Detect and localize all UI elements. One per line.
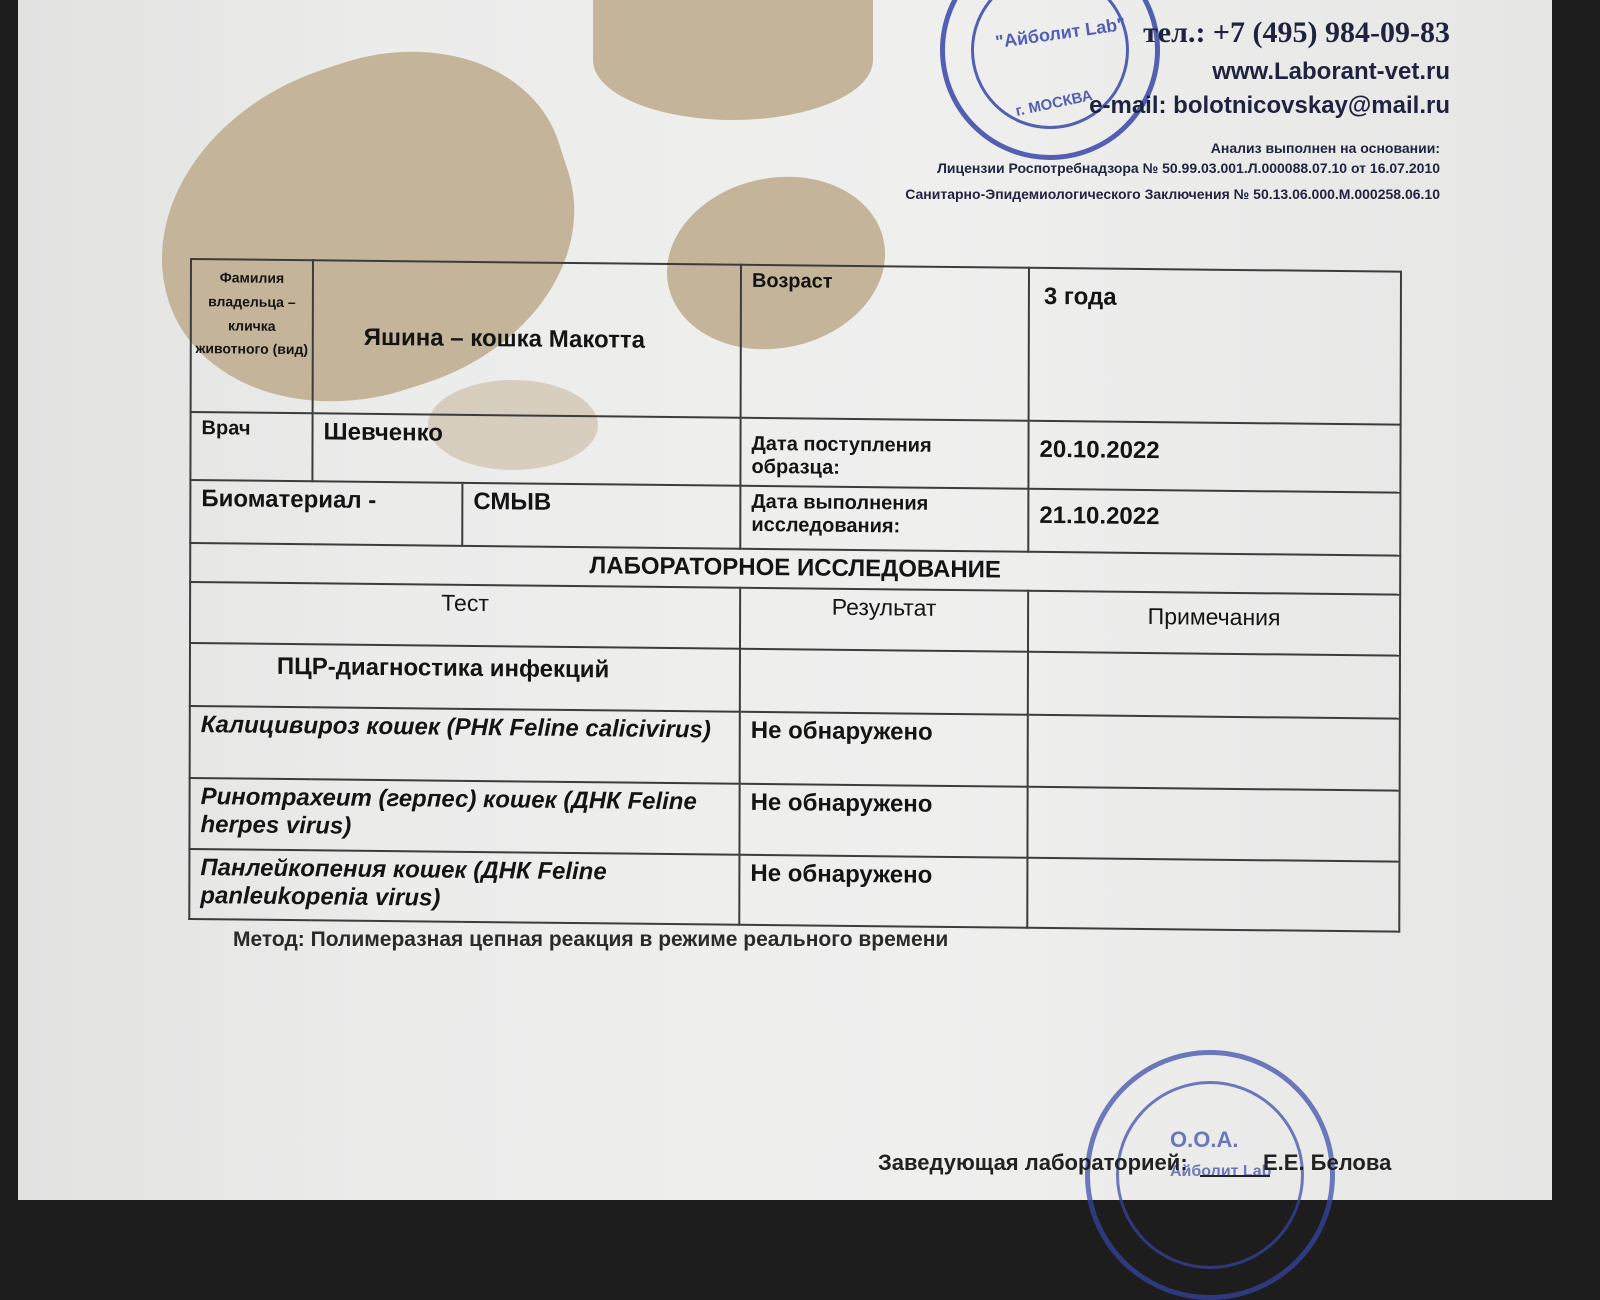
- stamp-text: О.О.А.: [1170, 1127, 1239, 1152]
- biomaterial-value: СМЫВ: [462, 483, 740, 549]
- lab-report-table: [188, 258, 1402, 933]
- test-row-calicivirus: Калицивироз кошек (РНК Feline calicivirus): [190, 706, 740, 783]
- sanitary-text: Санитарно-Эпидемиологического Заключения № 50.13.06.000.М.000258.06.10: [905, 186, 1440, 202]
- stamp-text: "Айболит Lab": [994, 13, 1127, 53]
- stamp-city: г. МОСКВА: [1014, 87, 1095, 120]
- signature-name: Е.Е. Белова: [1263, 1150, 1392, 1175]
- stamp-subtext: Айболит Lab: [1170, 1163, 1272, 1180]
- email: e-mail: bolotnicovskay@mail.ru: [1089, 92, 1450, 119]
- test-row-herpes: Ринотрахеит (герпес) кошек (ДНК Feline herpes virus): [189, 778, 739, 855]
- signature-line: [1200, 1175, 1270, 1177]
- age-label: Возраст: [741, 265, 1029, 421]
- biomaterial-label: Биоматериал -: [190, 480, 462, 546]
- pcr-section-label: ПЦР-диагностика инфекций: [190, 643, 740, 712]
- result-herpes: Не обнаружено: [739, 784, 1027, 859]
- website: www.Laborant-vet.ru: [1212, 58, 1450, 85]
- pcr-notes-cell: [1028, 652, 1400, 719]
- received-value: 20.10.2022: [1028, 421, 1400, 492]
- signature-role: Заведующая лабораторией:: [878, 1150, 1188, 1175]
- performed-value: 21.10.2022: [1028, 488, 1400, 555]
- pcr-result-cell: [740, 649, 1028, 715]
- doctor-label: Врач: [190, 412, 312, 481]
- lab-section-title: ЛАБОРАТОРНОЕ ИССЛЕДОВАНИЕ: [190, 543, 1400, 594]
- result-calicivirus: Не обнаружено: [740, 712, 1028, 787]
- column-notes-header: Примечания: [1028, 591, 1400, 656]
- test-row-panleukopenia: Панлейкопения кошек (ДНК Feline panleukopenia virus): [189, 849, 739, 924]
- notes-panleukopenia: [1027, 858, 1399, 931]
- method-note: Метод: Полимеразная цепная реакция в режиме реального времени: [233, 928, 949, 951]
- owner-label: Фамилия владельца – кличка животного (вид): [191, 259, 313, 414]
- notes-calicivirus: [1028, 715, 1400, 790]
- paw-print-decoration: [593, 0, 873, 120]
- performed-label: Дата выполнения исследования:: [740, 485, 1028, 551]
- received-label: Дата поступления образца:: [740, 418, 1028, 488]
- doctor-value: Шевченко: [312, 414, 740, 486]
- age-value: 3 года: [1029, 268, 1401, 425]
- notes-herpes: [1027, 787, 1399, 862]
- license-text: Лицензии Роспотребнадзора № 50.99.03.001.Л.000088.07.10 от 16.07.2010: [937, 160, 1440, 176]
- phone-number: тел.: +7 (495) 984-09-83: [1143, 16, 1450, 49]
- column-result-header: Результат: [740, 588, 1028, 652]
- result-panleukopenia: Не обнаружено: [739, 855, 1027, 928]
- column-test-header: Тест: [190, 582, 740, 649]
- basis-text: Анализ выполнен на основании:: [1210, 140, 1440, 156]
- owner-value: Яшина – кошка Макотта: [313, 260, 741, 418]
